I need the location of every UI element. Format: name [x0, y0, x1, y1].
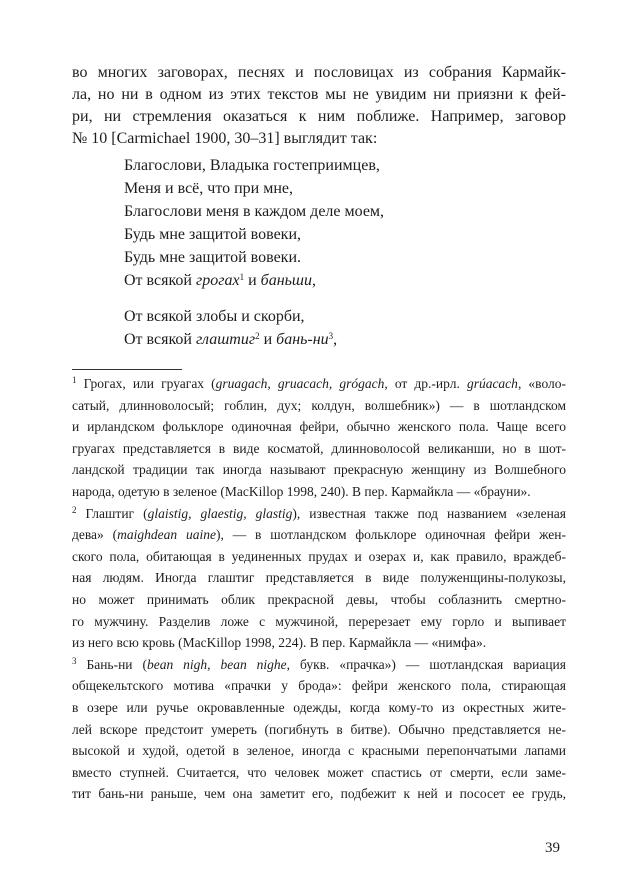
footnote-line: ского пола, обитающая в уединенных прудах и озерах и, как правило, враждеб- [72, 548, 566, 564]
poem-line: Благослови меня в каждом деле моем, [124, 203, 385, 220]
footnote-line: $^3$ Бань-ни (bean nigh, bean nighe, букв. «прачка») — шотландская вариация [72, 655, 566, 672]
footnotes [72, 373, 566, 805]
body-paragraph [72, 62, 566, 150]
poem-line: Меня и всё, что при мне, [124, 180, 294, 197]
footnote-line: сатый, длинноволосый; гоблин, дух; колдун, волшебник») — в шотландском [72, 397, 566, 413]
footnote-2 [72, 503, 566, 654]
footnote-line: лей вскоре предстоит умереть (погибнуть в битве). Обычно представляется не- [72, 721, 566, 737]
footnote-line: высокой и худой, одетой в зеленое, иногда с красными перепончатыми лапами [72, 743, 566, 759]
term-banshee: баньши [260, 272, 312, 289]
term-glashtig: глаштиг [196, 331, 256, 348]
page-number: 39 [545, 840, 560, 856]
footnote-line: ландской традиции так иногда называют прекрасную женщину из Волшебного [72, 462, 566, 478]
footnote-ref-3[interactable]: 3 [328, 331, 334, 341]
footnote-line: го мужчину. Разделив ложе с мужчиной, перерезает ему горло и выпивает [72, 613, 566, 629]
footnote-line: в озере или ручье окровавленные одежды, когда кому-то из окрестных жите- [72, 699, 566, 715]
poem-line: Благослови, Владыка гостеприимцев, [124, 157, 380, 174]
footnote-line: $^1$ Грогах, или груагах (gruagach, gruacach, grógach, от др.-ирл. grúacach, «воло- [72, 375, 567, 391]
poem-line: От всякой глаштиг$^2$ и бань-$ни^3$, [124, 331, 338, 348]
footnote-line: общекельтского мотива «прачки у брода»: фейри женского пола, стирающая [72, 678, 566, 694]
footnote-line: груагах представляется в виде косматой, длинноволосой великанши, но в шот- [72, 440, 566, 456]
footnote-line: но может принимать облик прекрасной девы, чтобы соблазнить смертно- [72, 591, 566, 607]
footnote-ref-2[interactable]: 2 [255, 331, 260, 341]
footnote-number: 3 [72, 655, 77, 666]
body-line: во многих заговорах, песнях и пословицах из собрания Кармайк- [72, 64, 566, 81]
body-line: ри, ни стремления оказаться к ним поближе. Например, заговор [72, 108, 566, 125]
footnote-1 [72, 373, 566, 503]
footnote-number: 2 [72, 504, 77, 515]
footnote-line: и ирландском фольклоре одиночная фейри, обычно женского пола. Чаще всего [72, 419, 566, 435]
footnote-line: тит бань-ни раньше, чем она заметит его, подбежит к ней и пососет ее грудь, [72, 786, 566, 802]
poem-line: Будь мне защитой вовеки, [124, 226, 301, 243]
poem-stanza-2 [124, 305, 444, 351]
term-grogah: грогах [196, 272, 240, 289]
footnote-line: народа, одетую в зеленое (MacKillop 1998, 240). В пер. Кармайкла — «брауни». [72, 483, 531, 499]
footnote-line: вместо ступней. Считается, что человек может спастись от смерти, если заме- [72, 764, 566, 780]
poem-line: От всякой грогах$^1$ и баньши, [124, 272, 316, 289]
body-line: № 10 [Carmichael 1900, 30–31] выглядит так: [72, 130, 378, 147]
footnote-number: 1 [72, 375, 77, 385]
footnote-line: дева» (maighdean uaine), — в шотландском фольклоре одиночная фейри жен- [72, 527, 566, 543]
footnote-line: $^2$ Глаштиг (glaistig, glaestig, glastig), известная также под названием «зеленая [72, 504, 567, 521]
footnote-line: из него всю кровь (MacKillop 1998, 224). В пер. Кармайкла — «нимфа». [72, 635, 487, 651]
footnote-separator [72, 369, 182, 370]
footnote-ref-1[interactable]: 1 [239, 272, 245, 282]
body-line: ла, но ни в одном из этих текстов мы не увидим ни приязни к фей- [72, 86, 566, 103]
poem-stanza-1 [124, 154, 444, 292]
footnote-line: ная людям. Иногда глаштиг представляется в виде полуженщины-полукозы, [72, 570, 566, 586]
poem-line: От всякой злобы и скорби, [124, 308, 305, 325]
poem-line: Будь мне защитой вовеки. [124, 249, 301, 266]
term-ban-ni: бань-ни [276, 331, 329, 348]
footnote-3 [72, 654, 566, 805]
